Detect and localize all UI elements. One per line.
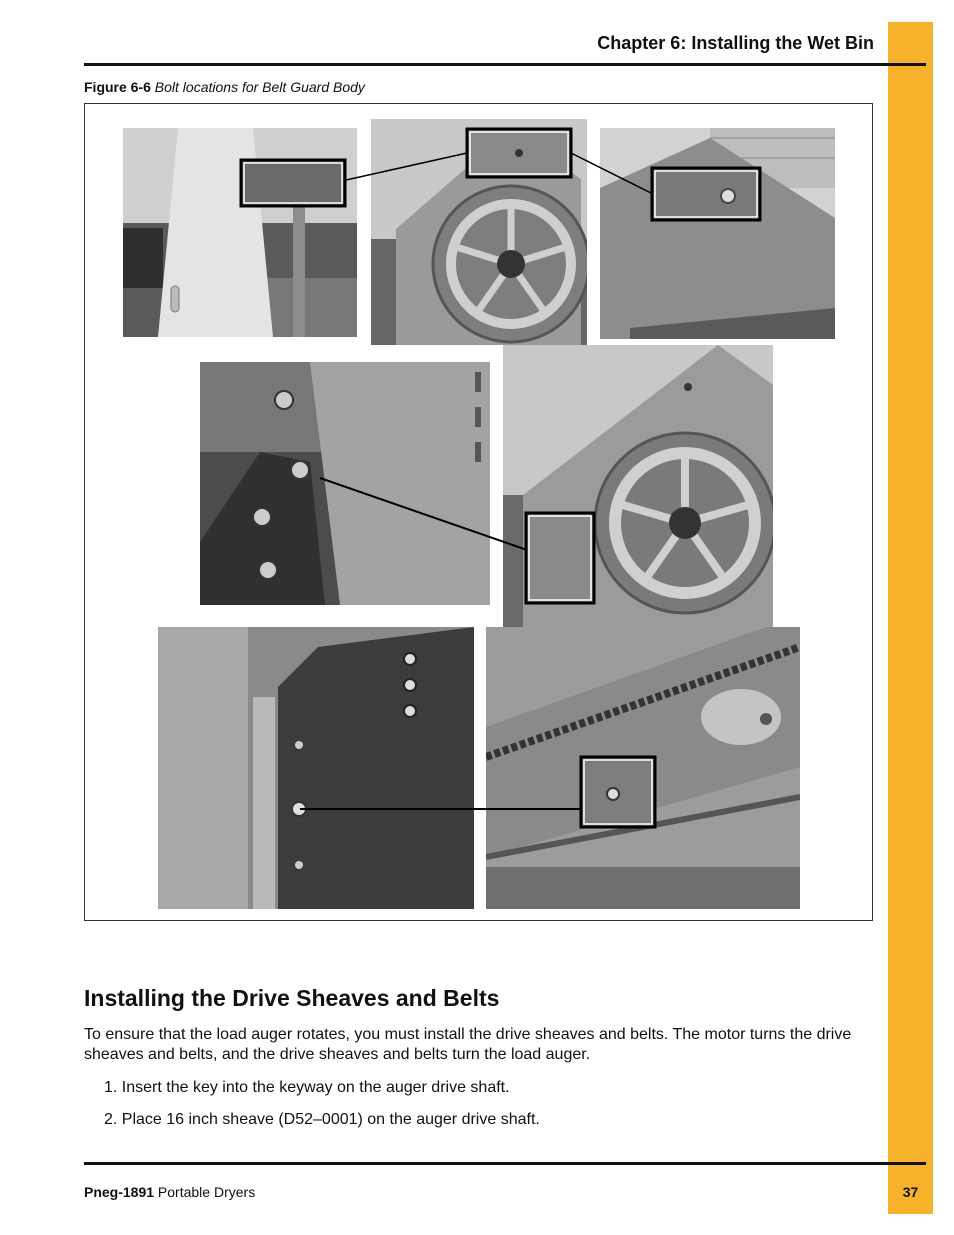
document-code: Pneg-1891 [84,1184,155,1200]
figure-number: Figure 6-6 [84,79,151,95]
photo-belt-interior [486,627,800,909]
photo-belt-guard-angle [503,345,773,628]
footer-rule [84,1162,926,1165]
photo-belt-guard-front [371,119,587,345]
photo-interior-plate [158,627,474,909]
step-item: 2. Place 16 inch sheave (D52–0001) on the auger drive shaft. [104,1111,540,1128]
document-name: Portable Dryers [154,1184,256,1200]
photo-panel-top [123,128,357,337]
photo-bracket-bolts [200,362,490,605]
chapter-title: Chapter 6: Installing the Wet Bin [597,33,874,53]
photo-belt-guard-side [600,128,835,339]
chapter-tab [888,22,933,1214]
intro-paragraph: To ensure that the load auger rotates, you must install the drive sheaves and belts. The motor turns the drive sheaves and belts, and the drive sheaves and belts turn the load auger. [84,1026,852,1063]
header-rule [84,63,926,66]
page-number: 37 [902,1184,919,1200]
figure-caption [84,79,365,95]
figure-description: Bolt locations for Belt Guard Body [154,79,365,95]
footer-document-title [84,1184,255,1200]
step-item: 1. Insert the key into the keyway on the auger drive shaft. [104,1079,510,1096]
section-heading: Installing the Drive Sheaves and Belts [84,985,500,1011]
